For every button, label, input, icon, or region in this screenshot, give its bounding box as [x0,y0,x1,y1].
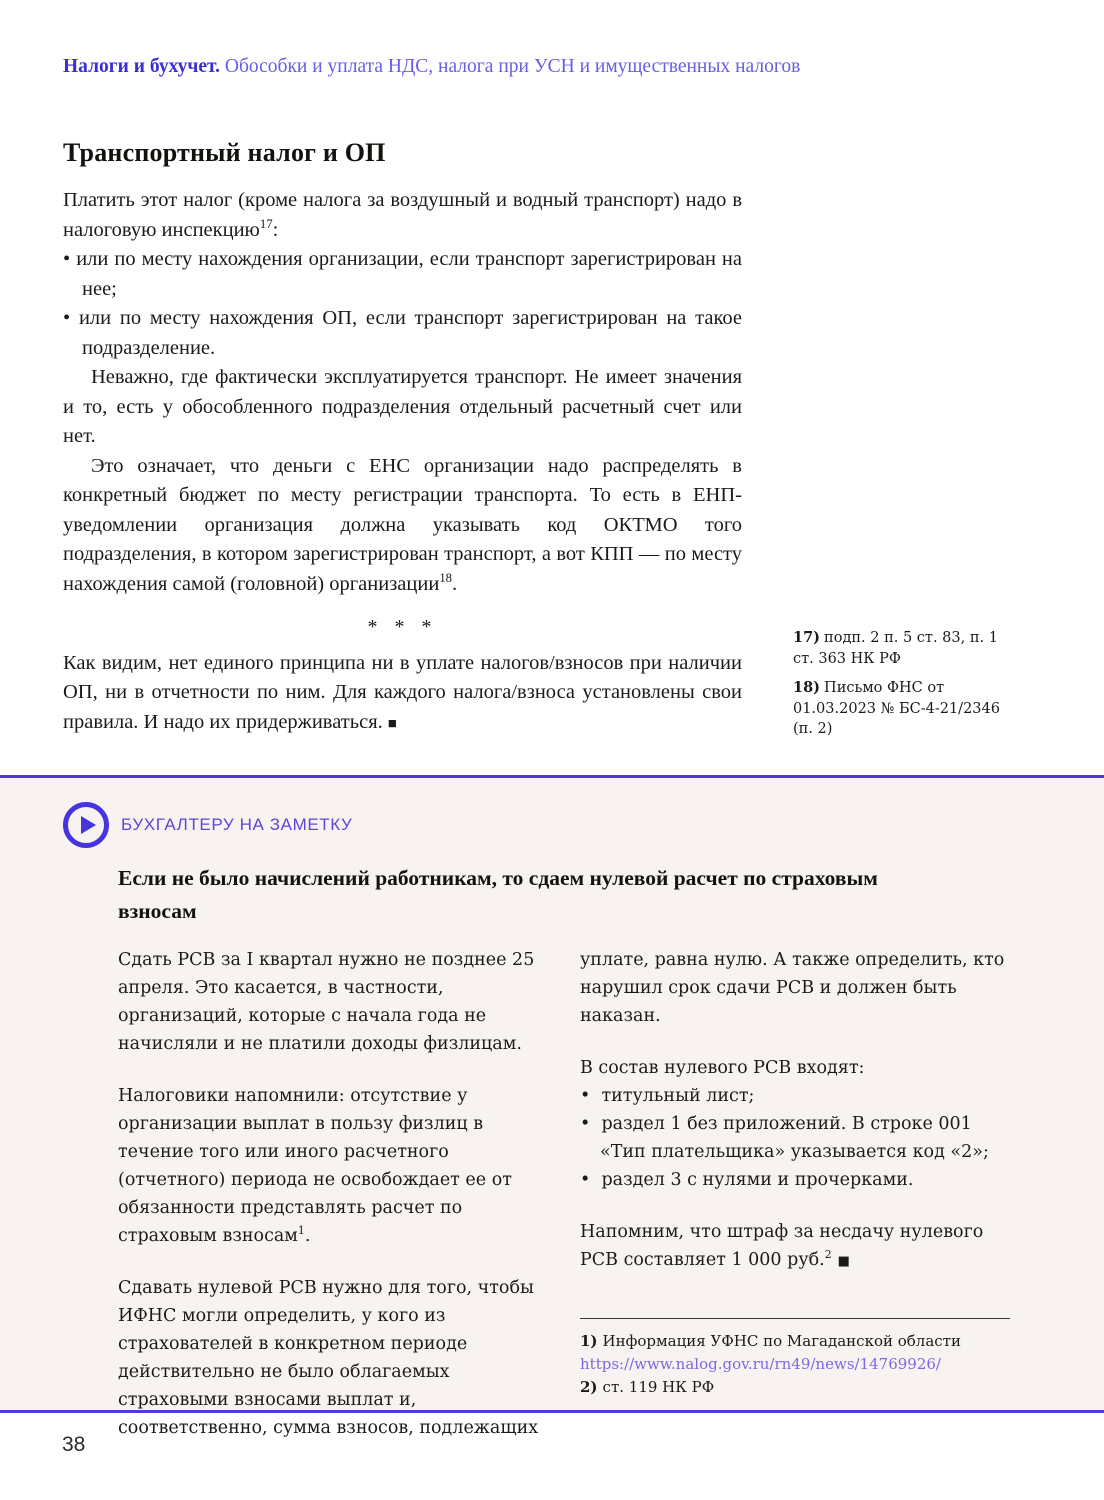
note-right-paragraph-2 [580,1218,1010,1276]
article-intro-text: Платить этот налог (кроме налога за воздушный и водный транспорт) надо в налоговую инспекцию [63,189,742,241]
note-title: Если не было начислений работникам, то сдаем нулевой расчет по страховым взносам [118,866,878,923]
note-left-paragraph-3: Сдавать нулевой РСВ нужно для того, чтобы ИФНС могли определить, у кого из страхователей в конкретном периоде действительно не было облагаемых страховыми взносами выплат и, соответственно, сумма взносов, подлежащих [118,1278,539,1438]
note-right-column [580,946,1010,1442]
note-bullet-item: • раздел 1 без приложений. В строке 001 «Тип плательщика» указывается код «2»; [580,1110,1010,1166]
margin-footnote-text: Письмо ФНС от 01.03.2023 № БС-4-21/2346 (п. 2) [793,680,1000,737]
section-separator-stars: * * * [367,616,438,638]
play-triangle-icon [81,816,96,834]
article-intro-paragraph [63,186,742,245]
note-footnote-2-text: ст. 119 НК РФ [602,1378,715,1396]
note-footnotes [580,1318,1010,1399]
margin-footnote-text: подп. 2 п. 5 ст. 83, п. 1 ст. 363 НК РФ [793,630,998,667]
article-paragraph-3-text: Это означает, что деньги с ЕНС организации надо распределять в конкретный бюджет по месту регистрации транспорта. То есть в ЕНП-уведомлении организация должна указывать код ОКТМО того подразделения, в котором зарегистрирован транспорт, а вот КПП — по месту нахождения самой (головной) организации [63,454,742,595]
article-intro-colon: : [272,218,279,241]
note-footnote-2-number: 2) [580,1378,598,1396]
margin-footnote-number: 18) [793,679,821,696]
note-footnote-1-text: Информация УФНС по Магаданской области [602,1332,961,1350]
note-right-paragraph-2-text: Напомним, что штраф за несдачу нулевого РСВ составляет 1 000 руб. [580,1222,984,1270]
article-title: Транспортный налог и ОП [63,138,386,167]
note-footnote-link[interactable]: https://www.nalog.gov.ru/rn49/news/14769926/ [580,1355,941,1373]
article-bullet-item: • или по месту нахождения организации, если транспорт зарегистрирован на нее; [63,245,742,304]
note-list-intro: В состав нулевого РСВ входят: [580,1058,865,1078]
footnote-ref-18: 18 [439,570,453,585]
running-head-brand: Налоги и бухучет. [63,56,221,77]
note-bullet-item: • раздел 3 с нулями и прочерками. [580,1166,1010,1194]
footnote-ref-17: 17 [259,216,273,231]
accountant-note-panel [0,775,1104,1438]
article-bullet-item: • или по месту нахождения ОП, если транспорт зарегистрирован на такое подразделение. [63,304,742,363]
page-number: 38 [62,1433,86,1456]
note-left-paragraph-2 [118,1082,548,1250]
margin-footnote [793,678,1008,740]
note-footnote-2 [580,1376,1010,1399]
article-paragraph-3 [63,452,742,600]
note-rubric-label: БУХГАЛТЕРУ НА ЗАМЕТКУ [121,815,353,834]
note-footnote-1-number: 1) [580,1332,598,1350]
article-paragraph-3-period: . [452,572,458,595]
running-head-topic: Обособки и уплата НДС, налога при УСН и имущественных налогов [224,56,801,77]
note-left-paragraph-2-text: Налоговики напомнили: отсутствие у организации выплат в пользу физлиц в течение того или иного расчетного (отчетного) периода не освобождает ее от обязанности представлять расчет по страховым взносам [118,1086,512,1246]
note-left-column [118,946,548,1442]
margin-footnotes [793,628,1008,749]
note-left-paragraph-1: Сдать РСВ за I квартал нужно не позднее 25 апреля. Это касается, в частности, организаций, которые с начала года не начисляли и не платили доходы физлицам. [118,950,535,1054]
note-end-mark: ■ [837,1254,850,1269]
margin-footnote-number: 17) [793,629,821,646]
article-paragraph-2: Неважно, где фактически эксплуатируется транспорт. Не имеет значения и то, есть у обособленного подразделения отдельный расчетный счет или нет. [63,366,742,447]
article-outro-paragraph [63,649,742,740]
footnote-ref-2: 2 [824,1248,832,1262]
footnote-ref-1: 1 [297,1224,305,1238]
note-bullet-list [580,1082,1010,1194]
article-body [63,186,742,739]
article-bullet-list [63,245,742,363]
margin-footnote [793,628,1008,669]
note-right-paragraph-1: уплате, равна нулю. А также определить, кто нарушил срок сдачи РСВ и должен быть наказан. [580,950,1005,1026]
article-outro-text: Как видим, нет единого принципа ни в уплате налогов/взносов при наличии ОП, ни в отчетности по ним. Для каждого налога/взноса установлены свои правила. И надо их придерживаться. [63,651,742,733]
play-icon [63,802,109,848]
note-bullet-item: • титульный лист; [580,1082,1010,1110]
note-footnote-1 [580,1330,1010,1353]
note-left-paragraph-2-period: . [304,1226,311,1246]
note-columns [118,946,1010,1442]
article-end-mark: ■ [387,715,397,732]
running-head [63,55,800,79]
